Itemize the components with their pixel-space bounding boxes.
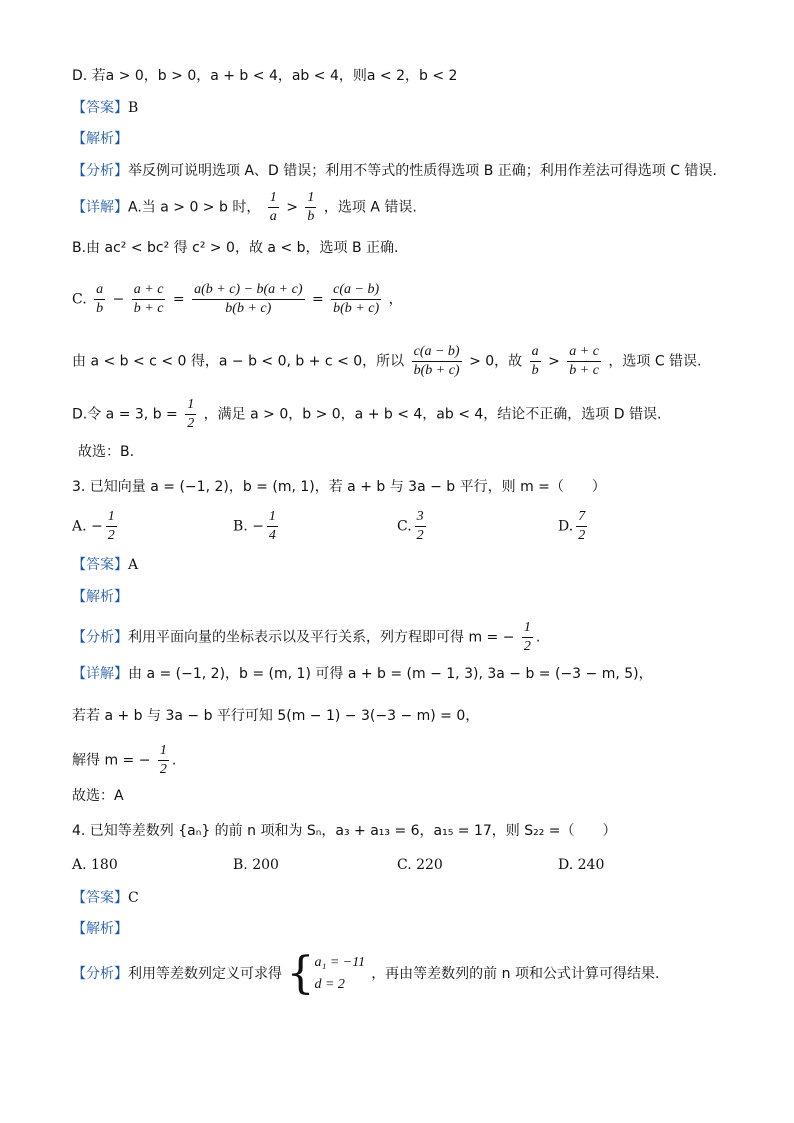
fraction: $\frac{1}{2}$: [159, 743, 167, 777]
fenxi-line-q3: [72, 619, 540, 656]
fenxi-tag: 【分析】: [72, 629, 128, 646]
fraction: $\frac{a}{b}$: [531, 344, 539, 378]
fraction: $\frac{1}{2}$: [523, 620, 531, 654]
fraction: $\frac{a + c}{b + c}$: [569, 344, 599, 378]
period: .: [171, 752, 177, 769]
xiangjie-text: 由 a = (−1, 2)，b = (m, 1) 可得 a + b = (m − 1, 3), 3a − b = (−3 − m, 5)，: [128, 666, 653, 682]
c-line: [72, 281, 403, 318]
period: .: [535, 629, 541, 646]
gt-sign: >: [548, 353, 560, 370]
fenxi-text: 举反例可说明选项 A、D 错误；利用不等式的性质得选项 B 正确；利用作差法可得选项 C 错误.: [128, 163, 717, 179]
fenxi-pre: 利用等差数列定义可求得: [128, 966, 282, 982]
fraction: $\frac{a + c}{b + c}$: [133, 282, 164, 316]
answer-tag: 【答案】: [72, 557, 128, 573]
c2-mid: > 0，故: [469, 353, 523, 370]
fraction: $\frac{1}{b}$: [307, 190, 315, 224]
answer-tag: 【答案】: [72, 890, 128, 906]
q4-option-d: D. 240: [558, 857, 605, 873]
q3-option-a: A. − $\frac{1}{2}$: [72, 509, 115, 543]
fenxi-line-q2: [72, 161, 717, 181]
guxuan-q2: 故选：B.: [78, 444, 135, 460]
fraction: $\frac{a}{b}$: [96, 282, 104, 316]
d2-line: [72, 396, 661, 433]
xiangjie-line3-q3: [72, 742, 176, 779]
xiangjie-line2-q3: 若若 a + b 与 3a − b 平行可知 5(m − 1) − 3(−3 − m) = 0，: [72, 708, 480, 724]
xiangjie-line3-pre: 解得 m = −: [72, 752, 151, 769]
answer-line-q2: [72, 98, 138, 118]
answer-tag: 【答案】: [72, 100, 128, 116]
answer-value: B: [128, 100, 139, 116]
answer-value: A: [128, 557, 139, 573]
q4-option-a: A. 180: [72, 857, 118, 873]
left-brace-icon: {: [286, 948, 315, 999]
comma: ，: [388, 291, 403, 308]
analysis-heading-q3: 【解析】: [72, 589, 128, 605]
xiangjie-tag: 【详解】: [72, 666, 128, 682]
equals-sign: =: [311, 291, 324, 308]
d2-pre: D.令 a = 3, b =: [72, 406, 178, 423]
d-option-line: D. 若a > 0，b > 0，a + b < 4，ab < 4，则a < 2，b < 2: [72, 68, 458, 84]
fraction: $\frac{c(a - b)}{b(b + c)}$: [413, 344, 460, 378]
c2-post: ，选项 C 错误.: [608, 353, 702, 370]
q3-option-d: D. $\frac{7}{2}$: [558, 509, 586, 543]
gt-sign: >: [286, 199, 298, 216]
fraction: $\frac{1}{a}$: [269, 190, 277, 224]
q4-options: [72, 857, 772, 879]
c-pre: C.: [72, 291, 87, 308]
guxuan-q3: 故选：A: [72, 788, 124, 804]
b-line: B.由 ac² < bc² 得 c² > 0，故 a < b，选项 B 正确.: [72, 240, 399, 256]
xiangjie-a-pre: A.当 a > 0 > b 时，: [128, 199, 261, 216]
xiangjie-tag: 【详解】: [72, 199, 128, 216]
c2-line: [72, 343, 702, 380]
answer-line-q4: [72, 888, 139, 908]
xiangjie-a-line: [72, 189, 417, 226]
xiangjie-line-q3: [72, 664, 653, 684]
c2-pre: 由 a < b < c < 0 得，a − b < 0, b + c < 0，所以: [72, 353, 405, 370]
xiangjie-a-post: ，选项 A 错误.: [323, 199, 417, 216]
analysis-heading-q4: 【解析】: [72, 921, 128, 937]
fenxi-line-q4: [72, 948, 660, 999]
fenxi-tag: 【分析】: [72, 966, 128, 982]
q3-option-b: B. − $\frac{1}{4}$: [233, 509, 276, 543]
fraction: $\frac{a(b + c) - b(a + c)}{b(b + c)}$: [194, 282, 303, 316]
answer-line-q3: [72, 555, 138, 575]
q3-option-c: C. $\frac{3}{2}$: [397, 509, 424, 543]
q4-option-b: B. 200: [233, 857, 279, 873]
answer-value: C: [128, 890, 139, 906]
q3-options: [72, 508, 772, 552]
fenxi-post: ，再由等差数列的前 n 项和公式计算可得结果.: [371, 966, 660, 982]
fenxi-text: 利用平面向量的坐标表示以及平行关系，列方程即可得 m = −: [128, 629, 515, 646]
fraction: $\frac{c(a - b)}{b(b + c)}$: [333, 282, 380, 316]
analysis-heading-q2: 【解析】: [72, 131, 128, 147]
equals-sign: =: [172, 291, 185, 308]
q4-option-c: C. 220: [397, 857, 443, 873]
fenxi-tag: 【分析】: [72, 163, 128, 179]
question-4: 4. 已知等差数列 {aₙ} 的前 n 项和为 Sₙ，a₃ + a₁₃ = 6，a₁₅ = 17，则 S₂₂ =（ ）: [72, 823, 617, 839]
minus-sign: −: [112, 291, 125, 308]
equation-system: a₁ = −11 d = 2: [314, 955, 366, 992]
d2-post: ，满足 a > 0，b > 0，a + b < 4，ab < 4，结论不正确，选项 D 错误.: [203, 406, 662, 423]
fraction: $\frac{1}{2}$: [187, 397, 195, 431]
question-3: 3. 已知向量 a = (−1, 2)，b = (m, 1)，若 a + b 与 3a − b 平行，则 m =（ ）: [72, 479, 606, 495]
